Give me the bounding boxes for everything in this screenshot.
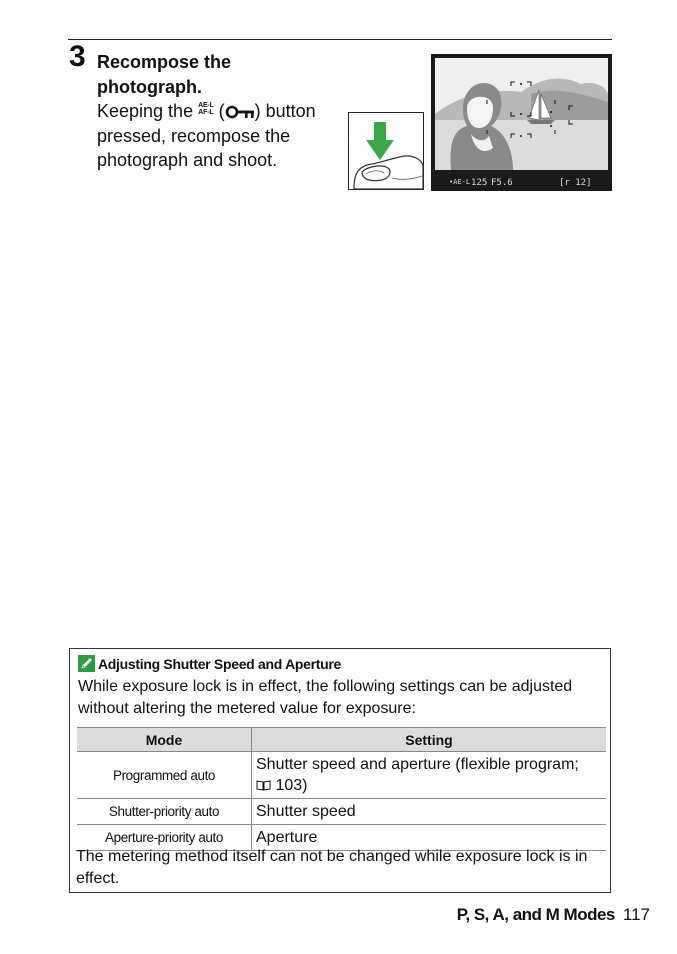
mode-cell: Shutter-priority auto — [77, 799, 252, 825]
note-header — [78, 655, 341, 672]
note-intro: While exposure lock is in effect, the following settings can be adjusted without altering the metered value for exposure: — [78, 678, 573, 717]
step-number: 3 — [69, 40, 85, 73]
viewfinder-shutter-readout: 125 — [471, 178, 488, 188]
table-row — [77, 752, 606, 799]
mode-column-header: Mode — [77, 728, 252, 752]
setting-cell: Shutter speed — [252, 799, 607, 825]
setting-cell: Aperture — [252, 825, 607, 851]
section-title: P, S, A, and M Modes — [456, 905, 615, 924]
top-rule — [68, 39, 612, 40]
viewfinder-count-readout: [r 12] — [559, 178, 592, 188]
note-title: Adjusting Shutter Speed and Aperture — [98, 656, 342, 672]
table-row — [77, 799, 606, 825]
key-lock-icon — [225, 105, 255, 119]
viewfinder-display — [431, 54, 612, 191]
note-footer: The metering method itself can not be changed while exposure lock is in effect. — [76, 848, 588, 887]
step-title: Recompose the photograph. — [97, 52, 232, 97]
svg-text:•AE-L: •AE-L — [449, 178, 471, 186]
mode-cell: Programmed auto — [77, 752, 252, 799]
paren-open: ( — [218, 101, 225, 121]
settings-table — [77, 727, 606, 851]
step-body-before: Keeping the — [97, 101, 194, 121]
step-body-after: ) button pressed, recompose the photograph and shoot. — [97, 101, 316, 170]
page-footer — [457, 905, 650, 925]
ae-l-af-l-icon: AE-L AF-L — [198, 102, 214, 116]
table-header-row — [77, 728, 606, 752]
setting-cell: Shutter speed and aperture (flexible program; 103) — [252, 752, 607, 799]
page-reference: 103) — [275, 777, 308, 794]
viewfinder-aperture-readout: F5.6 — [491, 178, 513, 188]
mode-cell: Aperture-priority auto — [77, 825, 252, 851]
note-box — [69, 648, 611, 893]
setting-column-header: Setting — [252, 728, 607, 752]
step-body — [97, 99, 347, 173]
page-number: 117 — [622, 905, 650, 924]
shutter-press-illustration — [348, 112, 424, 190]
note-pencil-icon — [78, 655, 95, 672]
page-reference-icon — [256, 779, 271, 791]
